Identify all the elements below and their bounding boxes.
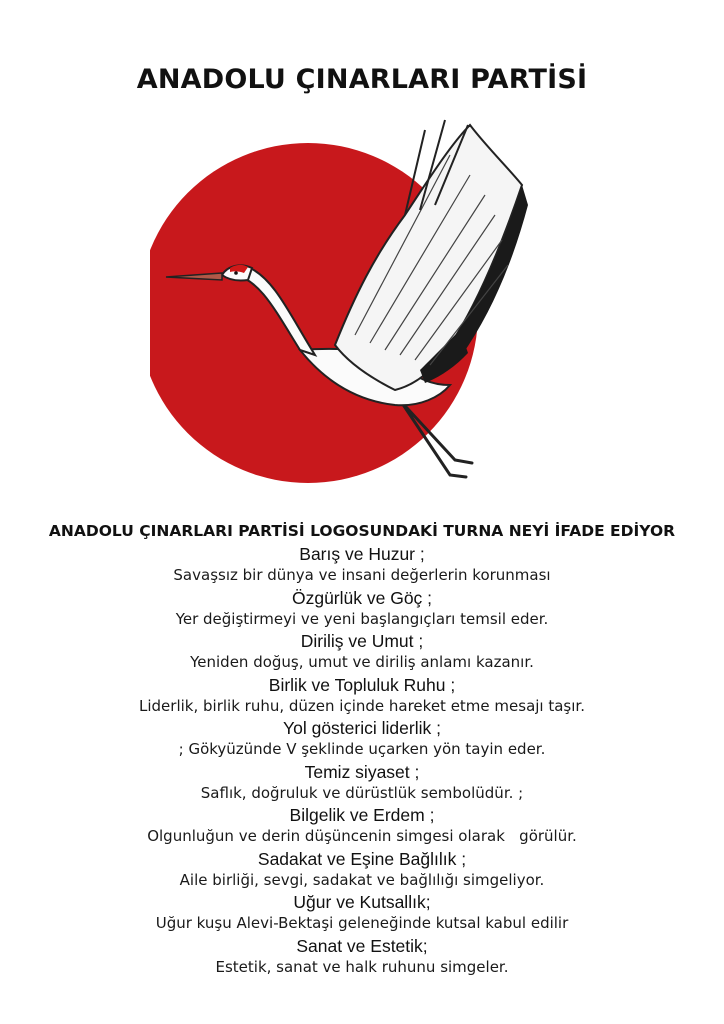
list-item <box>0 804 724 848</box>
item-heading: Özgürlük ve Göç ; <box>291 587 433 608</box>
item-description: Uğur kuşu Alevi-Bektaşi geleneğinde kutsal kabul edilir <box>155 914 569 932</box>
item-heading: Temiz siyaset ; <box>304 761 420 782</box>
item-description: Estetik, sanat ve halk ruhunu simgeler. <box>215 957 509 976</box>
item-description: Savaşsız bir dünya ve insani değerlerin korunması <box>173 566 551 584</box>
list-item <box>0 587 724 631</box>
item-heading: Sadakat ve Eşine Bağlılık ; <box>257 848 467 869</box>
item-description: Liderlik, birlik ruhu, düzen içinde hareket etme mesajı taşır. <box>139 696 585 715</box>
list-item <box>0 848 724 892</box>
page-title: ANADOLU ÇINARLARI PARTİSİ <box>136 64 588 95</box>
item-description: Yer değiştirmeyi ve yeni başlangıçları temsil eder. <box>175 609 549 628</box>
item-heading: Uğur ve Kutsallık; <box>293 892 431 912</box>
item-heading: Birlik ve Topluluk Ruhu ; <box>268 674 456 695</box>
list-item <box>0 891 724 935</box>
item-description: ; Gökyüzünde V şeklinde uçarken yön tayin eder. <box>178 740 546 758</box>
item-heading: Yol gösterici liderlik ; <box>283 718 441 738</box>
list-item <box>0 674 724 718</box>
item-heading: Barış ve Huzur ; <box>299 544 425 564</box>
item-heading: Bilgelik ve Erdem ; <box>289 805 435 825</box>
item-description: Saflık, doğruluk ve dürüstlük sembolüdür. ; <box>200 783 524 802</box>
party-logo <box>150 115 536 499</box>
list-item <box>0 630 724 674</box>
item-description: Yeniden doğuş, umut ve diriliş anlamı kazanır. <box>190 653 534 671</box>
item-heading: Sanat ve Estetik; <box>296 935 428 956</box>
list-item <box>0 935 724 979</box>
item-heading: Diriliş ve Umut ; <box>300 631 424 651</box>
list-item <box>0 717 724 761</box>
list-item <box>0 761 724 805</box>
item-description: Olgunluğun ve derin düşüncenin simgesi olarak görülür. <box>147 827 577 845</box>
item-description: Aile birliği, sevgi, sadakat ve bağlılığı simgeliyor. <box>179 870 545 889</box>
list-item <box>0 543 724 587</box>
subtitle: ANADOLU ÇINARLARI PARTİSİ LOGOSUNDAKİ TURNA NEYİ İFADE EDİYOR <box>48 522 676 540</box>
meaning-list <box>0 543 724 978</box>
